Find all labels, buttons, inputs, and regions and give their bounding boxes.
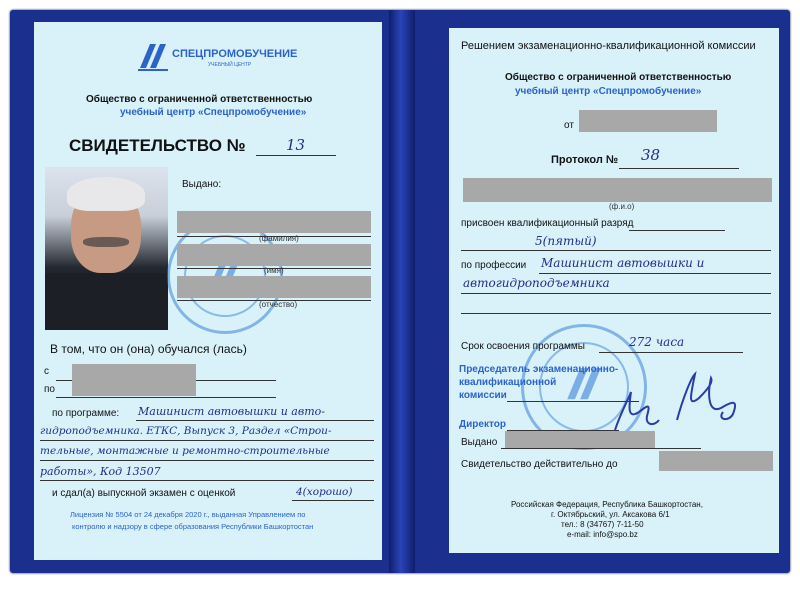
redacted-protocol-date xyxy=(579,110,717,132)
director-signature xyxy=(609,386,669,436)
org-name-line1: Общество с ограниченной ответственностью xyxy=(86,94,313,105)
right-page xyxy=(449,28,779,553)
exam-grade: 4(хорошо) xyxy=(296,486,353,498)
license-line2: контролю и надзору в сфере образования Республики Башкортостан xyxy=(72,522,314,531)
license-line1: Лицензия № 5504 от 24 декабря 2020 г., выданная Управлением по xyxy=(70,510,306,519)
profession-line1: Машинист автовышки и xyxy=(541,256,705,270)
logo-emblem-icon xyxy=(136,40,170,74)
valid-until-label: Свидетельство действительно до xyxy=(461,459,618,470)
commission-header: Решением экзаменационно-квалификационной комиссии xyxy=(461,40,756,52)
address-line1: Российская Федерация, Республика Башкортостан, xyxy=(511,500,703,509)
from-label: с xyxy=(44,366,49,377)
cert-number-underline xyxy=(256,155,336,156)
program-line1: Машинист автовышки и авто- xyxy=(138,405,325,418)
logo-text: СПЕЦПРОМОБУЧЕНИЕ xyxy=(172,48,298,60)
chair-signature xyxy=(669,368,749,428)
chair-line1: Председатель экзаменационно- xyxy=(459,364,619,375)
director-label: Директор xyxy=(459,419,506,430)
studied-line: В том, что он (она) обучался (лась) xyxy=(50,342,247,356)
surname-hint: (фамилия) xyxy=(259,234,299,243)
patronymic-hint: (отчество) xyxy=(259,300,298,309)
protocol-label: Протокол № xyxy=(551,154,619,166)
to-label: по xyxy=(44,384,55,395)
address-line4: e-mail: info@spo.bz xyxy=(567,530,638,539)
program-label: по программе: xyxy=(52,408,120,419)
rank-value: 5(пятый) xyxy=(535,234,597,248)
exam-label: и сдал(а) выпускной экзамен с оценкой xyxy=(52,488,236,499)
address-line2: г. Октябрьский, ул. Аксакова 6/1 xyxy=(551,510,670,519)
redacted-end-date xyxy=(72,380,196,396)
redacted-patronymic xyxy=(177,276,371,298)
fio-hint: (ф.и.о) xyxy=(609,202,635,211)
chair-line3: комиссии xyxy=(459,390,507,401)
duration-label: Срок освоения программы xyxy=(461,341,585,352)
redacted-valid-date xyxy=(659,451,773,471)
profession-label: по профессии xyxy=(461,260,527,271)
program-line3: тельные, монтажные и ремонтно-строительные xyxy=(40,445,330,457)
date-from-label: от xyxy=(564,120,574,131)
protocol-number: 38 xyxy=(641,146,661,164)
redacted-surname xyxy=(177,211,371,233)
org-name-line2: учебный центр «Спецпромобучение» xyxy=(120,107,307,118)
holder-photo xyxy=(45,167,168,330)
program-line4: работы», Код 13507 xyxy=(40,465,161,478)
issued-label: Выдано: xyxy=(182,179,222,190)
duration-value: 272 часа xyxy=(629,335,685,349)
org-name-line2: учебный центр «Спецпромобучение» xyxy=(515,86,702,97)
cert-title: СВИДЕТЕЛЬСТВО № xyxy=(69,136,246,155)
chair-line2: квалификационной xyxy=(459,377,557,388)
name-hint: (имя) xyxy=(264,266,284,275)
program-line2: гидроподъемника. ЕТКС, Выпуск 3, Раздел «Строи- xyxy=(40,425,332,437)
left-page xyxy=(34,22,382,560)
redacted-holder-name xyxy=(463,178,772,202)
issued-label: Выдано xyxy=(461,437,498,448)
redacted-name xyxy=(177,244,371,266)
address-line3: тел.: 8 (34767) 7-11-50 xyxy=(561,520,644,529)
org-name-line1: Общество с ограниченной ответственностью xyxy=(505,72,732,83)
rank-label: присвоен квалификационный разряд xyxy=(461,218,634,229)
cover-spine xyxy=(389,10,415,573)
profession-line2: автогидроподъемника xyxy=(463,276,610,290)
redacted-issue-date xyxy=(505,431,655,449)
cert-number: 13 xyxy=(286,136,306,154)
logo-subtext: УЧЕБНЫЙ ЦЕНТР xyxy=(208,62,252,68)
